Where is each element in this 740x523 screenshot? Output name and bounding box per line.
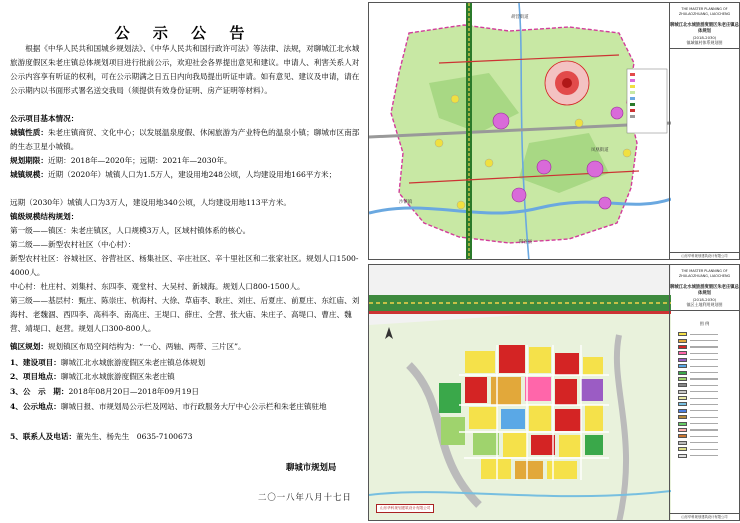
item5-text: 董先生、杨先生 0635-7100673 <box>76 432 193 441</box>
item3-text: 2018年08月20日—2018年09月19日 <box>68 387 199 396</box>
legend-label-line <box>690 359 718 360</box>
spatial-label: 镇区规划： <box>10 342 48 351</box>
notice-date: 二〇一八年八月十七日 <box>258 492 352 502</box>
map1-label-3: 沙镇镇 <box>399 200 413 205</box>
legend-swatch <box>678 332 687 336</box>
legend-swatch <box>678 415 687 419</box>
nature-label: 城镇性质： <box>10 128 48 137</box>
legend-label-line <box>690 429 718 430</box>
map1-label-1: 胡营街道 <box>511 15 529 20</box>
intro-paragraph: 根据《中华人民共和国城乡规划法》、《中华人民共和国行政许可法》等法律、法规，对聊城江北水城旅游度假区朱老庄镇总体规划项目进行批前公示，欢迎社会各界提出意见和建议。申请人、利害关系人对公示内容享有听证的权利，可在公示期满之日五日内向我局提出听证申请。如有意见、建议及申请，请在公示期内以书面形式署名送交我局（须提供有效身份证明、房产证明等材料）。 <box>10 44 360 95</box>
legend-label-line <box>690 442 718 443</box>
legend-swatch <box>678 351 687 355</box>
legend-swatch <box>678 364 687 368</box>
map1-label-2: 凤凰街道 <box>591 148 609 153</box>
legend-swatch <box>678 402 687 406</box>
map1-sheet-name: 镇域镇村体系规划图 <box>670 40 739 49</box>
map2-title-block <box>669 265 739 520</box>
legend-swatch <box>678 454 687 458</box>
period-paragraph <box>10 154 360 168</box>
period-label: 规划期限： <box>10 156 48 165</box>
item2-paragraph <box>10 370 360 384</box>
legend-label-line <box>690 366 718 367</box>
tier2-paragraph: 第二级——新型农村社区（中心村）： <box>10 240 136 249</box>
village-system-map-image <box>369 3 671 259</box>
map1-label-4: 阳谷县 <box>519 240 533 245</box>
land-use-map-image <box>369 265 671 520</box>
legend-label-line <box>690 449 718 450</box>
map2-designer-tag: 山东华科规划建筑设计有限公司 <box>376 504 434 513</box>
legend-swatch <box>678 390 687 394</box>
item4-paragraph <box>10 400 360 414</box>
item2-label: 2、项目地点： <box>10 372 61 381</box>
basic-info-heading: 公示项目基本情况： <box>10 114 79 123</box>
item2-text: 聊城江北水城旅游度假区朱老庄镇 <box>60 372 175 381</box>
item1-label: 1、建设项目： <box>10 358 61 367</box>
map1-cn-title: 聊城江北水城旅游度假区朱老庄镇总体规划 <box>670 23 739 34</box>
legend-label-line <box>690 404 718 405</box>
legend-swatch <box>678 396 687 400</box>
map2-footer: 山东华科规划建筑设计有限公司 <box>670 513 739 520</box>
legend-label-line <box>690 417 718 418</box>
legend-swatch <box>678 383 687 387</box>
center-village-paragraph: 中心村：杜庄村、刘集村、东四李、观堂村、大吴村、新城海。规划人口800-1500人。 <box>10 282 305 291</box>
legend-label-line <box>690 423 718 424</box>
map2-legend-title: 图 例 <box>699 321 710 326</box>
scale-paragraph <box>10 168 360 182</box>
legend-label-line <box>690 391 718 392</box>
legend-swatch <box>678 434 687 438</box>
legend-swatch <box>678 441 687 445</box>
spatial-paragraph <box>10 340 360 354</box>
map2-sheet-name: 镇区土地利用规划图 <box>670 302 739 311</box>
legend-swatch <box>678 428 687 432</box>
legend-label-line <box>690 410 718 411</box>
scale-far-paragraph: 远期（2030年）城镇人口为3万人，建设用地340公顷，人均建设用地113平方米。 <box>10 198 291 207</box>
legend-item <box>678 452 739 458</box>
signature: 聊城市规划局 <box>286 462 337 472</box>
map1-years: (2018-2030) <box>692 35 717 40</box>
tier2-text-paragraph: 新型农村社区：谷城社区、谷营社区、杨集社区、辛庄社区、辛十里社区和二张家社区。规划人口1500-4000人。 <box>10 254 359 277</box>
legend-label-line <box>690 346 718 347</box>
item4-text: 聊城日报、市规划局公示栏及网站、市行政服务大厅中心公示栏和朱老庄镇驻地 <box>60 402 327 411</box>
item4-label: 4、公示地点： <box>10 402 61 411</box>
legend-label-line <box>690 436 718 437</box>
legend-label-line <box>690 340 718 341</box>
legend-label-line <box>690 353 718 354</box>
nature-paragraph <box>10 126 360 154</box>
item5-paragraph <box>10 430 360 444</box>
land-use-map-graphic <box>369 265 671 520</box>
tier1-paragraph: 第一级——镇区：朱老庄镇区，人口规模3万人，区域村镇体系的核心。 <box>10 226 251 235</box>
legend-swatch <box>678 371 687 375</box>
map2-years: (2018-2030) <box>692 297 717 302</box>
land-use-map-sheet <box>368 264 740 521</box>
village-system-map-graphic <box>369 3 671 259</box>
legend-swatch <box>678 339 687 343</box>
legend-label-line <box>690 378 718 379</box>
village-system-map-sheet <box>368 2 740 260</box>
spatial-text: 规划镇区布局空间结构为：“一心、两轴、两带、三片区”。 <box>47 342 246 351</box>
period-text: 近期：2018年—2020年；远期：2021年—2030年。 <box>47 156 232 165</box>
item5-label: 5、联系人及电话： <box>10 432 77 441</box>
nature-text: 朱老庄镇商贸、文化中心；以发展温泉度假、休闲旅游为产业特色的温泉小镇；聊城市区南部的生态卫星小城镇。 <box>10 128 360 151</box>
tier3-paragraph: 第三级——基层村：甄庄、陈崇庄、杭海村、大徐、草庙李、耿庄、刘庄、后夏庄、前夏庄、东红庙、刘海村、老魏涸、西四李、高科李、南高庄、王堤口、薛庄、仝营、张大庙、朱庄子、高堤口、曹庄、魏营、靖堤口、赵营。规划人口300-800人。 <box>10 296 360 333</box>
map1-title-block <box>669 3 739 259</box>
legend-swatch <box>678 422 687 426</box>
map2-legend <box>678 331 739 459</box>
legend-swatch <box>678 447 687 451</box>
legend-label-line <box>690 385 718 386</box>
legend-swatch <box>678 409 687 413</box>
legend-label-line <box>690 334 718 335</box>
notice-title: 公 示 公 告 <box>114 24 254 42</box>
map2-cn-title: 聊城江北水城旅游度假区朱老庄镇总体规划 <box>670 285 739 296</box>
legend-swatch <box>678 358 687 362</box>
scale-text: 近期（2020年）城镇人口为1.5万人，建设用地248公顷，人均建设用地166平方米； <box>47 170 337 179</box>
legend-label-line <box>690 398 718 399</box>
item3-paragraph <box>10 385 360 399</box>
map1-footer: 山东华科规划建筑设计有限公司 <box>670 252 739 259</box>
map1-en-title: THE MASTER PLANNING OF ZHULAOZHUANG, LIAOCHENG <box>678 7 731 16</box>
hierarchy-heading: 镇级规模结构规划： <box>10 212 79 221</box>
notice-panel <box>0 0 368 523</box>
scale-label: 城镇规模： <box>10 170 48 179</box>
item1-paragraph <box>10 356 360 370</box>
item1-text: 聊城江北水城旅游度假区朱老庄镇总体规划 <box>60 358 206 367</box>
map2-en-title: THE MASTER PLANNING OF ZHULAOZHUANG, LIAOCHENG <box>678 269 731 278</box>
legend-swatch <box>678 345 687 349</box>
legend-swatch <box>678 377 687 381</box>
item3-label: 3、公 示 期： <box>10 387 69 396</box>
legend-label-line <box>690 372 718 373</box>
legend-label-line <box>690 455 718 456</box>
